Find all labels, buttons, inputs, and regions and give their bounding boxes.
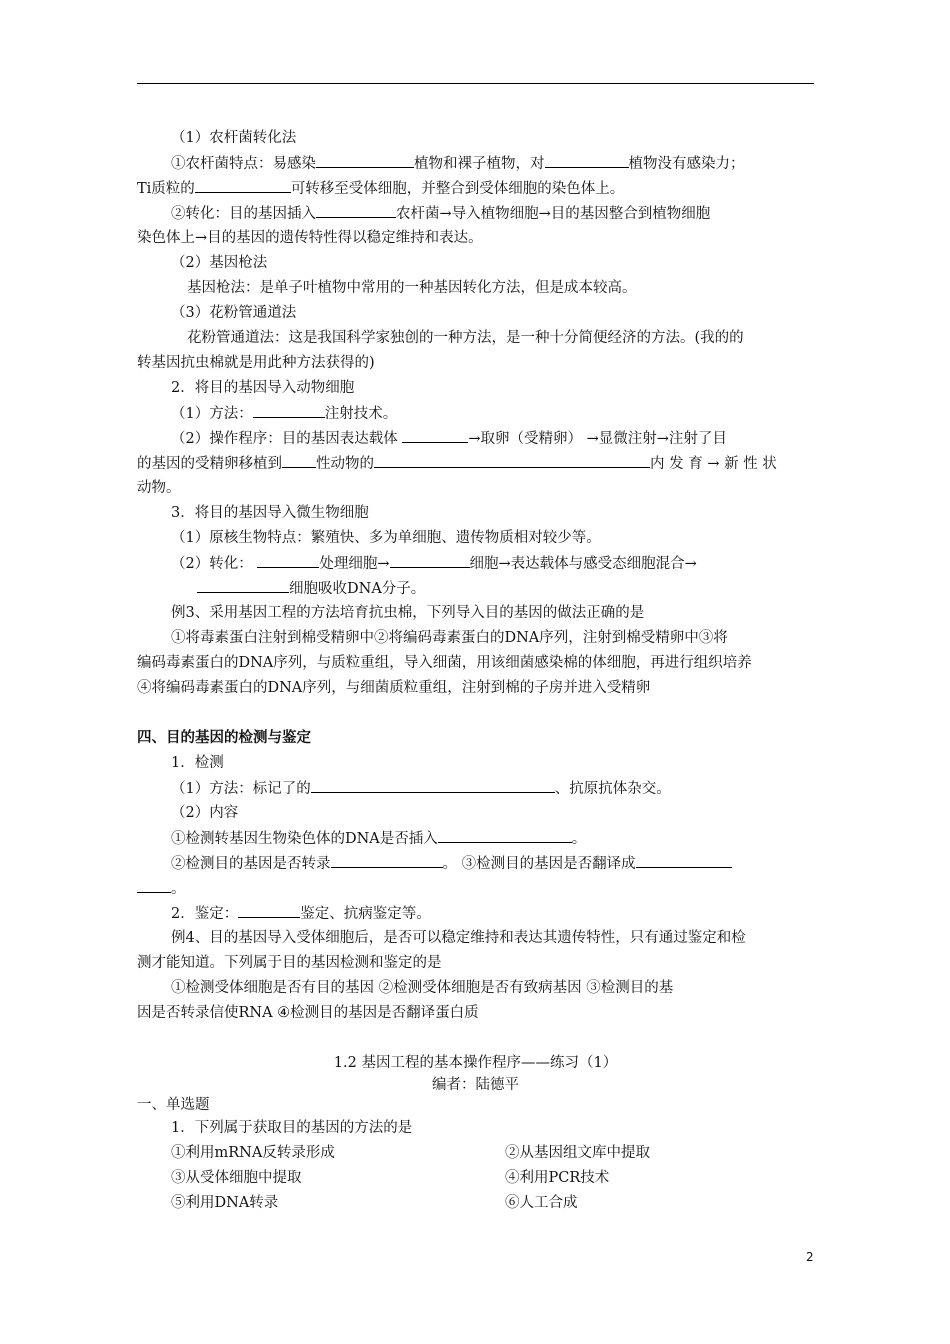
blank — [311, 778, 555, 793]
question-1-options-row3 — [171, 1193, 791, 1213]
line-microbe-heading: 3．将目的基因导入微生物细胞 — [171, 505, 369, 521]
exercise-title: 1.2 基因工程的基本操作程序——练习（1） — [333, 1055, 618, 1071]
blank — [316, 203, 396, 218]
option-5[interactable]: ⑤利用DNA转录 — [171, 1195, 279, 1211]
line-animal-procedure: （2）操作程序：目的基因表达载体 →取卵（受精卵） →显微注射→注射了目 — [137, 428, 848, 449]
line-detection-method: （1）方法：标记了的 、抗原抗体杂交。 — [137, 778, 848, 799]
option-1[interactable]: ①利用mRNA反转录形成 — [171, 1145, 335, 1161]
line-chromosome: 染色体上→目的基因的遗传特性得以稳定维持和表达。 — [137, 230, 483, 246]
line-agrobacterium-features: ①农杆菌特点：易感染 植物和裸子植物，对 植物没有感染力； — [137, 153, 848, 174]
blank — [316, 153, 414, 168]
blank — [282, 453, 316, 468]
option-2[interactable]: ②从基因组文库中提取 — [505, 1145, 650, 1161]
line-example3-opt3: ④将编码毒素蛋白的DNA序列，与细菌质粒重组，注射到棉的子房并进入受精卵 — [137, 680, 651, 696]
blank — [374, 453, 650, 468]
blank — [253, 403, 325, 418]
section-single-choice: 一、单选题 — [137, 1097, 210, 1113]
line-transformation: ②转化：目的基因插入 农杆菌→导入植物细胞→目的基因整合到植物细胞 — [137, 203, 848, 224]
line-microbe-dna: 细胞吸收DNA分子。 — [137, 578, 874, 599]
line-example3-opt1: ①将毒素蛋白注射到棉受精卵中②将编码毒素蛋白的DNA序列，注射到棉受精卵中③将 — [171, 630, 728, 646]
header-rule — [137, 83, 814, 84]
option-3[interactable]: ③从受体细胞中提取 — [171, 1170, 302, 1186]
blank — [257, 553, 319, 568]
option-6[interactable]: ⑥人工合成 — [505, 1195, 578, 1211]
line-example4: 例4、目的基因导入受体细胞后，是否可以稳定维持和表达其遗传特性，只有通过鉴定和检 — [171, 930, 746, 946]
blank — [197, 578, 289, 593]
editor-line: 编者：陆德平 — [432, 1077, 519, 1093]
blank — [438, 828, 572, 843]
question-1-options-row1 — [171, 1143, 791, 1163]
line-example4-items: ①检测受体细胞是否有目的基因 ②检测受体细胞是否有致病基因 ③检测目的基 — [171, 980, 674, 996]
line-agrobacterium-heading: （1）农杆菌转化法 — [171, 130, 297, 146]
blank — [390, 553, 470, 568]
blank — [402, 428, 468, 443]
line-detection-translation-end: 。 — [137, 878, 814, 899]
line-identification: 2．鉴定： 鉴定、抗病鉴定等。 — [137, 903, 848, 924]
line-detection-transcription: ②检测目的基因是否转录 。 ③检测目的基因是否翻译成 — [137, 853, 848, 874]
line-example4-cont: 测才能知道。下列属于目的基因检测和鉴定的是 — [137, 955, 442, 971]
line-detection-dna: ①检测转基因生物染色体的DNA是否插入 。 — [137, 828, 848, 849]
question-1-options-row2 — [171, 1168, 791, 1188]
option-4[interactable]: ④利用PCR技术 — [505, 1170, 610, 1186]
line-pollen-tube: 花粉管通道法：这是我国科学家独创的一种方法，是一种十分简便经济的方法。(我的的 — [187, 330, 744, 346]
line-example3: 例3、采用基因工程的方法培育抗虫棉，下列导入目的基因的做法正确的是 — [171, 605, 645, 621]
blank — [636, 853, 732, 868]
line-prokaryote: （1）原核生物特点：繁殖快、多为单细胞、遗传物质相对较少等。 — [171, 530, 601, 546]
line-detection-content: （2）内容 — [171, 805, 239, 821]
blank — [238, 903, 300, 918]
line-pollen-tube-cont: 转基因抗虫棉就是用此种方法获得的) — [137, 355, 375, 371]
line-animal-end: 动物。 — [137, 480, 181, 496]
blank — [195, 178, 291, 193]
blank — [545, 153, 629, 168]
section-heading-detection: 四、目的基因的检测与鉴定 — [137, 730, 311, 746]
line-detection: 1．检测 — [171, 755, 224, 771]
line-animal-transplant: 的基因的受精卵移植到 性动物的 内 发 育 → 新 性 状 — [137, 453, 814, 474]
question-1: 1．下列属于获取目的基因的方法的是 — [171, 1120, 413, 1136]
line-pollen-tube-heading: （3）花粉管通道法 — [171, 305, 297, 321]
page-number: 2 — [806, 1250, 814, 1264]
blank — [331, 853, 443, 868]
blank — [137, 878, 171, 893]
line-animal-heading: 2．将目的基因导入动物细胞 — [171, 380, 355, 396]
line-ti-plasmid: Ti质粒的 可转移至受体细胞，并整合到受体细胞的染色体上。 — [137, 178, 814, 199]
line-gene-gun-heading: （2）基因枪法 — [171, 255, 268, 271]
line-microbe-transform: （2）转化： 处理细胞→ 细胞→表达载体与感受态细胞混合→ — [137, 553, 848, 574]
line-example3-opt2: 编码毒素蛋白的DNA序列，与质粒重组，导入细菌，用该细菌感染棉的体细胞，再进行组织培养 — [137, 655, 752, 671]
line-animal-method: （1）方法： 注射技术。 — [137, 403, 848, 424]
line-example4-items-cont: 因是否转录信使RNA ④检测目的基因是否翻译蛋白质 — [137, 1005, 479, 1021]
line-gene-gun: 基因枪法：是单子叶植物中常用的一种基因转化方法，但是成本较高。 — [187, 280, 637, 296]
